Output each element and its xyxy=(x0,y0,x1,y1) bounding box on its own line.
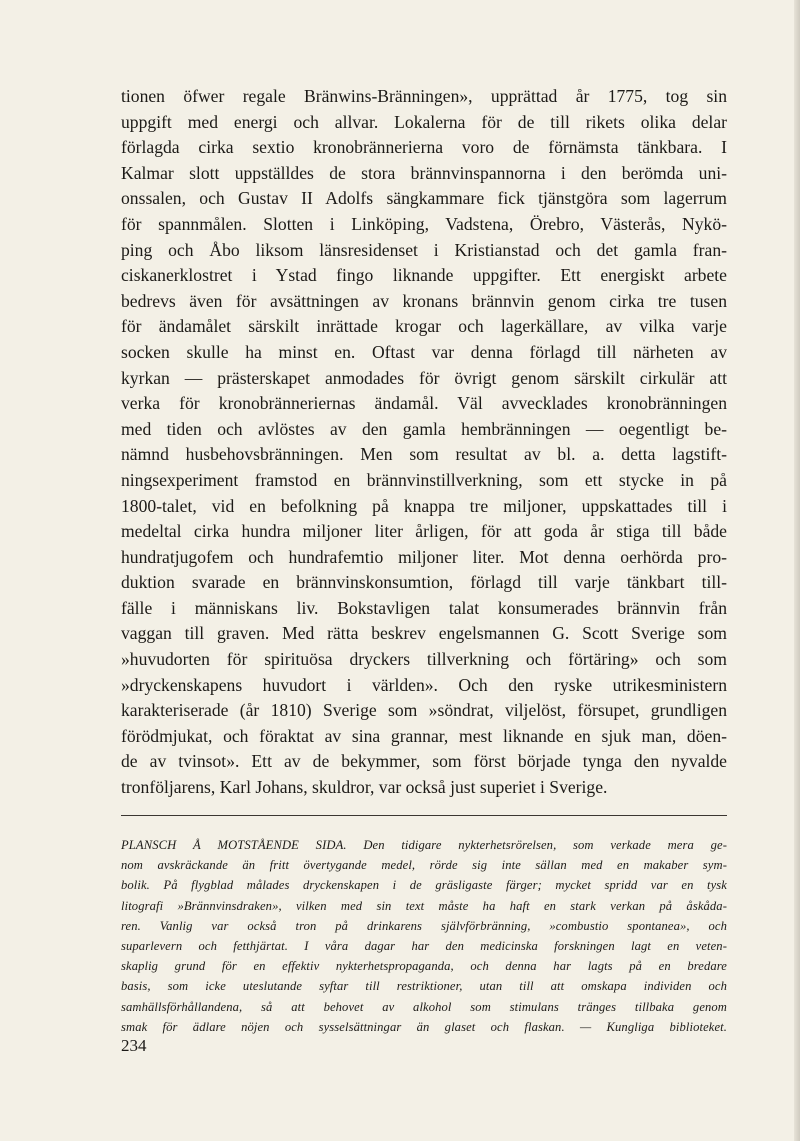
page-number: 234 xyxy=(121,1036,147,1055)
caption-line: suparlevern och fetthjärtat. I våra dagar har den medicinska forskningen lagt en veten- xyxy=(121,939,727,954)
body-line: nämnd husbehovsbränningen. Men som resultat av bl. a. detta lagstift- xyxy=(121,444,727,465)
body-line: kyrkan — prästerskapet anmodades för övrigt genom särskilt cirkulär att xyxy=(121,367,727,388)
body-line: ping och Åbo liksom länsresidenset i Kristianstad och det gamla fran- xyxy=(121,239,727,260)
body-line: förlagda cirka sextio kronobrännerierna voro de förnämsta tänkbara. I xyxy=(121,137,727,158)
body-line: verka för kronobränneriernas ändamål. Väl avvecklades kronobränningen xyxy=(121,393,727,414)
body-line: karakteriserade (år 1810) Sverige som »söndrat, viljelöst, försupet, grundligen xyxy=(121,700,727,721)
caption-line: skaplig grund för en effektiv nykterhetspropaganda, och denna har lagts på en bredare xyxy=(121,959,727,974)
body-line: socken skulle ha minst en. Oftast var denna förlagd till närheten av xyxy=(121,341,727,362)
body-line: »huvudorten för spirituösa dryckers tillverkning och förtäring» och som xyxy=(121,649,727,670)
body-line: hundratjugofem och hundrafemtio miljoner liter. Mot denna oerhörda pro- xyxy=(121,546,727,567)
body-line: förödmjukat, och föraktat av sina grannar, mest liknande en sjuk man, döen- xyxy=(121,725,727,746)
body-line: »dryckenskapens huvudort i världen». Och den ryske utrikesministern xyxy=(121,674,727,695)
body-line: duktion svarade en brännvinskonsumtion, förlagd till varje tänkbart till- xyxy=(121,572,727,593)
caption-line: nom avskräckande än fritt övertygande medel, rörde sig inte sällan med en makaber sym- xyxy=(121,858,727,873)
body-line: onssalen, och Gustav II Adolfs sängkammare fick tjänstgöra som lagerrum xyxy=(121,188,727,209)
caption-divider xyxy=(121,815,727,816)
body-line: fälle i människans liv. Bokstavligen talat konsumerades brännvin från xyxy=(121,597,727,618)
body-line: uppgift med energi och allvar. Lokalerna för de till rikets olika delar xyxy=(121,111,727,132)
plate-caption xyxy=(121,835,727,1037)
caption-line: litografi »Brännvinsdraken», vilken med sin text måste ha haft en stark verkan på åskåda- xyxy=(121,898,727,913)
caption-line: samhällsförhållandena, så att behovet av alkohol som stimulans tränges tillbaka genom xyxy=(121,999,727,1014)
body-line: för spannmålen. Slotten i Linköping, Vadstena, Örebro, Västerås, Nykö- xyxy=(121,213,727,234)
body-line: medeltal cirka hundra miljoner liter årligen, för att goda år stiga till både xyxy=(121,521,727,542)
caption-line: PLANSCH Å MOTSTÅENDE SIDA. Den tidigare nykterhetsrörelsen, som verkade mera ge- xyxy=(121,838,727,852)
caption-line: basis, som icke uteslutande syftar till restriktioner, utan till att omskapa individen och xyxy=(121,979,727,994)
body-line: bedrevs även för avsättningen av kronans brännvin genom cirka tre tusen xyxy=(121,290,727,311)
caption-line: smak för ädlare nöjen och sysselsättningar än glaset och flaskan. — Kungliga biblioteket. xyxy=(121,1019,727,1034)
caption-line: ren. Vanlig var också tron på drinkarens självförbränning, »combustio spontanea», och xyxy=(121,918,727,933)
page-edge xyxy=(794,0,800,1141)
body-line: 1800-talet, vid en befolkning på knappa tre miljoner, uppskattades till i xyxy=(121,495,727,516)
body-line: vaggan till graven. Med rätta beskrev engelsmannen G. Scott Sverige som xyxy=(121,623,727,644)
body-line: tionen öfwer regale Bränwins-Bränningen», upprättad år 1775, tog sin xyxy=(121,86,727,106)
body-line: de av tvinsot». Ett av de bekymmer, som först började tynga den nyvalde xyxy=(121,751,727,772)
body-line: Kalmar slott uppställdes de stora brännvinspannorna i den berömda uni- xyxy=(121,162,727,183)
body-line: med tiden och avlöstes av den gamla hembränningen — oegentligt be- xyxy=(121,418,727,439)
body-text xyxy=(121,84,727,801)
body-line: ningsexperiment framstod en brännvinstillverkning, som ett stycke in på xyxy=(121,469,727,490)
body-line: tronföljarens, Karl Johans, skuldror, var också just superiet i Sverige. xyxy=(121,777,608,798)
body-line: ciskanerklostret i Ystad fingo liknande uppgifter. Ett energiskt arbete xyxy=(121,265,727,286)
body-line: för ändamålet särskilt inrättade krogar och lagerkällare, av vilka varje xyxy=(121,316,727,337)
caption-line: bolik. På flygblad målades dryckenskapen i de gräsligaste färger; mycket spridd var en tysk xyxy=(121,878,727,893)
